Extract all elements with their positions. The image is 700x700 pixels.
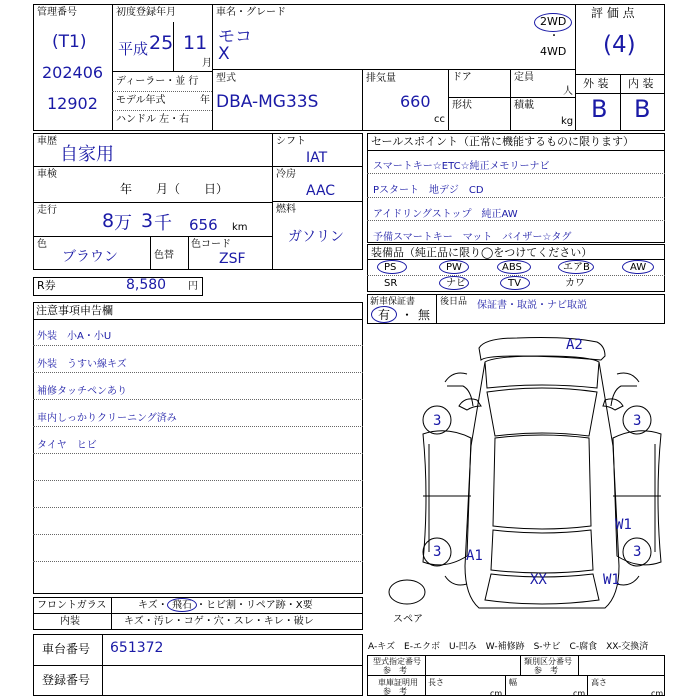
drive-4wd: 4WD <box>540 45 567 58</box>
mileage-unit: km <box>232 222 248 233</box>
equip-aw-circle <box>622 260 654 274</box>
capacity-unit: 人 <box>563 86 573 97</box>
shaken-text: 年 月（ 日） <box>120 182 229 196</box>
interior-cond-text: キズ・汚レ・コゲ・穴・スレ・キレ・破レ <box>124 616 314 627</box>
month-unit: 月 <box>202 58 212 69</box>
shape-label: 形状 <box>452 100 472 111</box>
damage-w1-right: W1 <box>615 517 632 533</box>
equip-sr: SR <box>384 278 398 289</box>
windshield-text-1: キズ・ <box>138 600 168 611</box>
equip-pw-circle <box>439 260 469 274</box>
damage-tire-fl: 3 <box>433 413 442 429</box>
type-number-sub: 参 考 <box>383 666 407 675</box>
car-damage-diagram <box>367 326 665 636</box>
note-item: タイヤ ヒビ <box>37 440 97 451</box>
windshield-chip: 飛石 <box>172 600 192 611</box>
color-change-label: 色替 <box>154 250 174 261</box>
recycle-unit: 円 <box>188 281 198 292</box>
equip-tv: TV <box>508 278 521 289</box>
damage-a1: A1 <box>466 548 483 564</box>
equip-aw: AW <box>630 262 647 273</box>
shift-label: シフト <box>276 136 306 147</box>
exterior-label: 外 装 <box>583 77 609 90</box>
equipment-label: 装備品（純正品に限り◯をつけてください） <box>371 246 593 259</box>
equip-ps-circle <box>377 260 407 274</box>
later-items-label: 後日品 <box>440 297 468 307</box>
shift-value: IAT <box>306 150 328 166</box>
color-label: 色 <box>37 239 47 250</box>
class-number-sub: 参 考 <box>534 666 558 675</box>
sales-point-item: 予備スマートキー マット バイザー☆タグ <box>373 232 572 243</box>
sales-point-item: スマートキー☆ETC☆純正メモリーナビ <box>373 161 550 172</box>
drive-dot: ・ <box>549 31 559 42</box>
equip-ps: PS <box>384 262 397 273</box>
equip-abs-circle <box>497 260 531 274</box>
warranty-yes: 有 <box>378 308 391 322</box>
height-label: 高さ <box>591 678 607 687</box>
height-unit: cm <box>651 689 664 698</box>
note-item: 補修タッチペンあり <box>37 386 127 397</box>
length-unit: cm <box>490 689 503 698</box>
shaken-label: 車検 <box>37 169 57 180</box>
model-label: 型式 <box>216 73 236 84</box>
mileage-sen: 3 <box>141 210 154 232</box>
equip-navi: ナビ <box>446 278 466 289</box>
damage-tire-fr: 3 <box>633 413 642 429</box>
mileage-label: 走行 <box>37 205 57 216</box>
overall-score: (4) <box>603 32 636 58</box>
exterior-score: B <box>591 95 608 123</box>
sales-points-label: セールスポイント（正常に機能するものに限ります） <box>371 135 635 148</box>
windshield-chip-circle <box>167 598 197 612</box>
load-unit: kg <box>561 116 574 127</box>
later-items: 保証書・取説・ナビ取説 <box>477 300 587 311</box>
sales-point-item: Pスタート 地デジ CD <box>373 185 484 196</box>
recycle-box <box>33 277 203 296</box>
ac-value: AAC <box>306 183 336 199</box>
sales-point-item: アイドリングストップ 純正AW <box>373 209 518 220</box>
registration-era: 平成 <box>118 40 149 58</box>
displacement-value: 660 <box>400 92 431 111</box>
equip-tv-circle <box>500 276 530 290</box>
equip-airbag-circle <box>558 260 594 274</box>
chassis-label: 車台番号 <box>42 642 91 656</box>
damage-legend: A-キズ E-エクボ U-凹み W-補修跡 S-サビ C-腐食 XX-交換済 <box>368 642 649 652</box>
rating-label: 評 価 点 <box>591 6 635 20</box>
registration-year: 25 <box>149 32 174 54</box>
color-code: ZSF <box>219 251 246 267</box>
equip-leather: カワ <box>565 278 585 289</box>
width-unit: cm <box>573 689 586 698</box>
garage-cert-label: 車庫証明用 <box>378 678 418 687</box>
spare-label: スペア <box>393 614 423 625</box>
recycle-label: R券 <box>37 279 56 292</box>
note-item: 外装 小A・小U <box>37 331 112 342</box>
equip-airbag: エアB <box>563 262 590 273</box>
chassis-number: 651372 <box>110 640 164 656</box>
model-value: DBA-MG33S <box>216 92 319 112</box>
equip-abs: ABS <box>502 262 522 273</box>
management-number-1: 202406 <box>42 63 104 82</box>
warranty-no: 無 <box>418 308 431 322</box>
management-number-2: 12902 <box>47 94 98 113</box>
car-grade: X <box>218 44 230 64</box>
history-label: 車歴 <box>37 136 57 147</box>
warranty-yes-circle <box>371 306 397 323</box>
windshield-label: フロントガラス <box>37 600 107 611</box>
year-unit: 年 <box>200 95 210 106</box>
car-name-label: 車名・グレード <box>216 7 286 18</box>
capacity-label: 定員 <box>514 72 534 83</box>
lane-number: (T1) <box>52 32 87 52</box>
load-label: 積載 <box>514 100 534 111</box>
car-name: モコ <box>218 27 252 47</box>
damage-w1-rear: W1 <box>603 572 620 588</box>
color-value: ブラウン <box>62 249 118 265</box>
mileage-rest: 656 <box>189 216 218 234</box>
history-value: 自家用 <box>60 144 114 165</box>
doors-label: ドア <box>452 72 472 83</box>
ac-label: 冷房 <box>276 169 296 180</box>
damage-xx: XX <box>530 572 547 588</box>
note-item: 車内しっかりクリーニング済み <box>37 413 177 424</box>
garage-cert-sub: 参 考 <box>383 687 407 696</box>
interior-score: B <box>634 95 651 123</box>
damage-tire-rl: 3 <box>433 544 442 560</box>
length-label: 長さ <box>428 678 444 687</box>
displacement-label: 排気量 <box>366 73 396 84</box>
displacement-unit: cc <box>434 114 445 125</box>
model-year-label: モデル年式 <box>116 95 166 106</box>
windshield-text-2: ・ヒビ割・リペア跡・X要 <box>196 600 313 611</box>
warranty-label: 新車保証書 <box>370 297 416 307</box>
registration-label: 初度登録年月 <box>116 7 176 18</box>
width-label: 幅 <box>509 678 517 687</box>
note-item: 外装 うすい線キズ <box>37 359 127 370</box>
equip-navi-circle <box>439 276 469 290</box>
mileage-sen-unit: 千 <box>154 213 172 234</box>
class-number-label: 類別区分番号 <box>524 657 572 666</box>
interior-label: 内 装 <box>628 77 654 90</box>
equip-pw: PW <box>446 262 462 273</box>
damage-tire-rr: 3 <box>633 544 642 560</box>
type-number-label: 型式指定番号 <box>373 657 421 666</box>
color-code-label: 色コード <box>191 239 231 250</box>
warranty-dot: ・ <box>401 308 414 322</box>
drive-2wd: 2WD <box>540 15 567 28</box>
mileage-man: 8 <box>102 210 115 232</box>
reg-number-label: 登録番号 <box>42 673 91 687</box>
mileage-man-unit: 万 <box>114 213 132 234</box>
recycle-value: 8,580 <box>126 277 167 293</box>
management-label: 管理番号 <box>37 7 77 18</box>
interior-cond-label: 内装 <box>60 616 80 627</box>
notes-label: 注意事項申告欄 <box>36 304 113 317</box>
handle-label: ハンドル 左・右 <box>116 114 190 125</box>
damage-a2: A2 <box>566 337 583 353</box>
fuel-value: ガソリン <box>288 229 344 245</box>
dealer-label: ディーラー・並 行 <box>116 76 199 87</box>
fuel-label: 燃料 <box>276 204 296 215</box>
registration-month: 11 <box>183 32 208 54</box>
